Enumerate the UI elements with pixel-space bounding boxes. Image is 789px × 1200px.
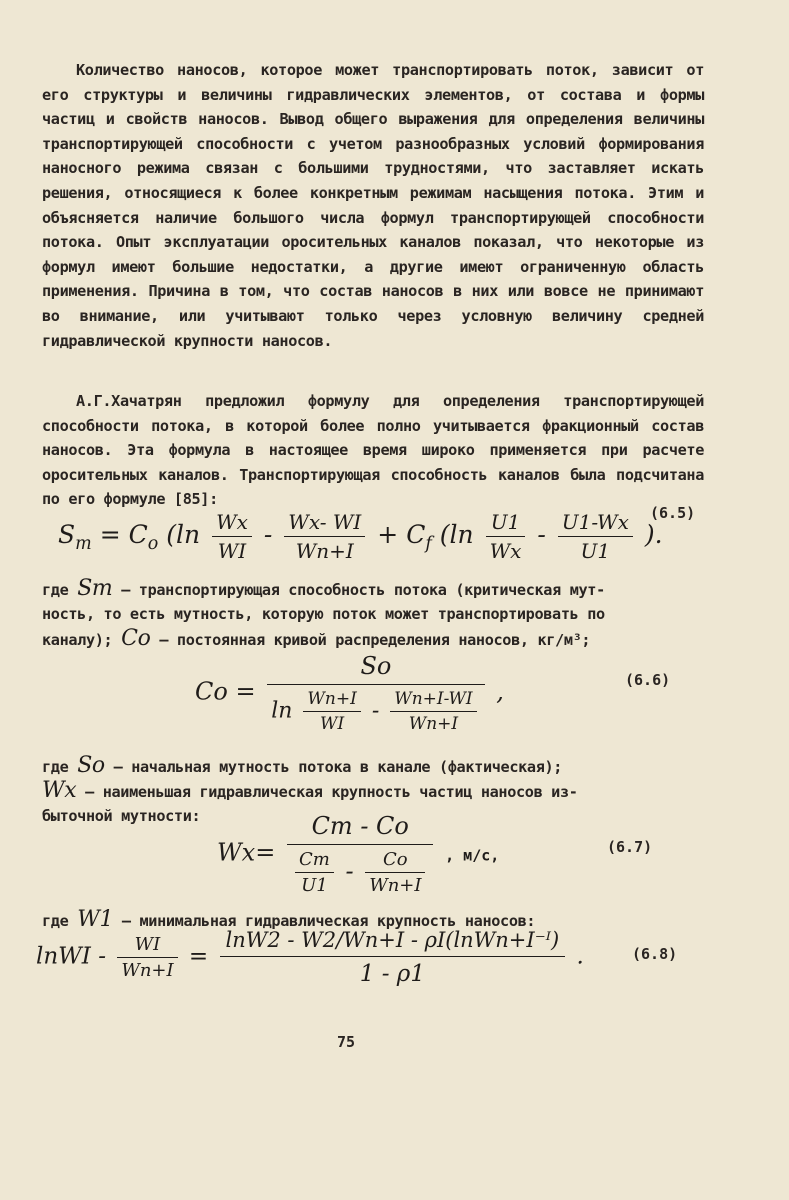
eq65-frac-2 [284,510,365,563]
eq67-main-frac [287,812,434,896]
where-2-text-1: – начальная мутность потока в канале (фактическая); [104,758,563,776]
eq65-minus-1: - [263,520,273,549]
eq65-frac-2-num: Wx- WI [284,510,365,537]
eq66-main-den [267,685,484,734]
eq65-frac-2-den: Wn+I [295,539,354,563]
eq66-frac-1-num: Wn+I [303,689,360,712]
eq65-plus: + [377,520,399,549]
eq67-frac-1-num: Cт [295,849,334,873]
eq68-frac-1-num: WI [117,934,177,958]
eq66-ln: ln [271,698,293,724]
eq67-number: (6.7) [607,838,653,856]
eq65-cf: C [406,520,426,549]
eq65-ln2: (ln [439,520,474,549]
equation-6-6 [195,652,504,734]
eq67-lhs: Wx= [217,838,276,867]
eq65-frac-4-den: U1 [580,539,611,563]
eq65-c0: C [128,520,148,549]
eq65-c0-sub: o [147,534,159,554]
eq66-lhs: Co = [195,677,256,706]
where-1-line-3 [42,627,590,652]
eq67-main-num: Cт - Co [287,812,434,845]
where-2-text-2: – наименьшая гидравлическая крупность частиц наносов из- [76,783,578,801]
eq67-main-den [287,845,434,896]
eq65-frac-3 [486,510,526,563]
where-2-line-1 [42,754,562,779]
eq66-number: (6.6) [625,671,671,689]
eq65-ln1: (ln [166,520,201,549]
eq66-frac-2-num: Wn+I-WI [390,689,476,712]
where-1-text-1: – транспортирующая способность потока (критическая мут- [112,581,605,599]
eq65-frac-4-num: U1-Wx [558,510,633,537]
eq66-frac-2 [390,689,476,734]
eq67-frac-1 [295,849,334,896]
eq66-main-frac [267,652,484,734]
where-1-line-2: ность, то есть мутность, которую поток может транспортировать по [42,605,605,623]
eq65-frac-1-num: Wx [212,510,252,537]
eq67-frac-1-den: U1 [301,875,328,896]
eq67-frac-2-num: Co [365,849,425,873]
eq65-lhs: S [58,520,76,549]
eq68-main-frac [220,928,566,987]
eq65-frac-1-den: WI [217,539,247,563]
eq66-minus: - [371,698,380,724]
eq68-frac-1-den: Wn+I [121,960,174,981]
eq65-cf-sub: f [425,534,432,554]
eq68-number: (6.8) [632,945,678,963]
where-3-label: где [42,912,69,930]
eq68-main-num: lnW2 - W2/Wn+I - ρI(lnWn+I⁻ᴵ) [220,928,566,957]
eq67-minus: - [345,857,354,885]
eq66-frac-1-den: WI [320,714,345,734]
where-2-line-3: быточной мутности: [42,807,201,825]
eq65-equals: = [99,520,121,549]
eq65-frac-4 [558,510,633,563]
equation-6-7 [217,812,499,896]
where-3-symbol: W1 [77,907,114,932]
eq68-lhs-ln: lnWI [36,943,91,970]
where-1-symbol: Sт [77,576,113,601]
eq68-frac-1 [117,934,177,981]
eq68-main-den: 1 - ρ1 [359,961,425,987]
where-1-line-1 [42,577,605,602]
where-1-symbol-2: Co [121,626,151,651]
paragraph-1-text: Количество наносов, которое может транспортировать поток, зависит от его структуры и величины гидравлических элементов, от состава и формы частиц и свойств наносов. Вывод общего выражения для определения величины транспортирующей способности с учетом разнообразных условий формирования наносного режима связан с большими трудностями, что заставляет искать решения, относящиеся к более конкретным режимам насыщения потока. Этим и объясняется наличие большого числа формул транспортирующей способности потока. Опыт эксплуатации оросительных каналов показал, что некоторые из формул имеют большие недостатки, а другие имеют ограниченную область применения. Причина в том, что состав наносов в них или вовсе не принимают во внимание, или учитывают только через условную величину средней гидравлической крупности наносов. [42,61,704,350]
where-1-text-3b: – постоянная кривой распределения наносов, кг/м³; [150,631,591,649]
eq67-unit: , м/с, [445,846,500,865]
where-1-label: где [42,581,69,599]
eq67-frac-2-den: Wn+I [369,875,422,896]
eq66-main-num: So [267,652,484,685]
paragraph-2 [42,389,704,512]
where-1-text-3a: каналу); [42,631,113,649]
where-2-symbol: So [77,753,105,778]
eq65-minus-2: - [537,520,546,549]
eq67-frac-2 [365,849,425,896]
where-3-text-1: – минимальная гидравлическая крупность наносов: [113,912,536,930]
eq66-frac-1 [303,689,360,734]
eq65-number: (6.5) [650,504,696,522]
equation-6-5 [58,510,663,563]
eq65-close: ). [644,520,663,549]
eq65-lhs-sub: т [75,534,92,554]
equation-6-8 [36,928,584,987]
paragraph-1 [42,58,704,353]
where-2-symbol-2: Wx [42,778,77,803]
page-number: 75 [337,1033,356,1051]
eq68-equals: = [188,943,209,970]
paragraph-2-text: А.Г.Хачатрян предложил формулу для определения транспортирующей способности потока, в которой более полно учитывается фракционный состав наносов. Эта формула в настоящее время широко применяется при расчете оросительных каналов. Транспортирующая способность каналов была подсчитана по его формуле [85]: [42,392,704,509]
eq66-frac-2-den: Wn+I [408,714,459,734]
eq68-dot: . [576,943,584,970]
eq68-minus-1: - [98,943,106,970]
eq65-frac-1 [212,510,252,563]
where-2-label: где [42,758,69,776]
eq66-comma: , [496,677,504,706]
eq65-frac-3-num: U1 [486,510,526,537]
where-2-line-2 [42,779,578,804]
eq65-frac-3-den: Wx [489,539,522,563]
